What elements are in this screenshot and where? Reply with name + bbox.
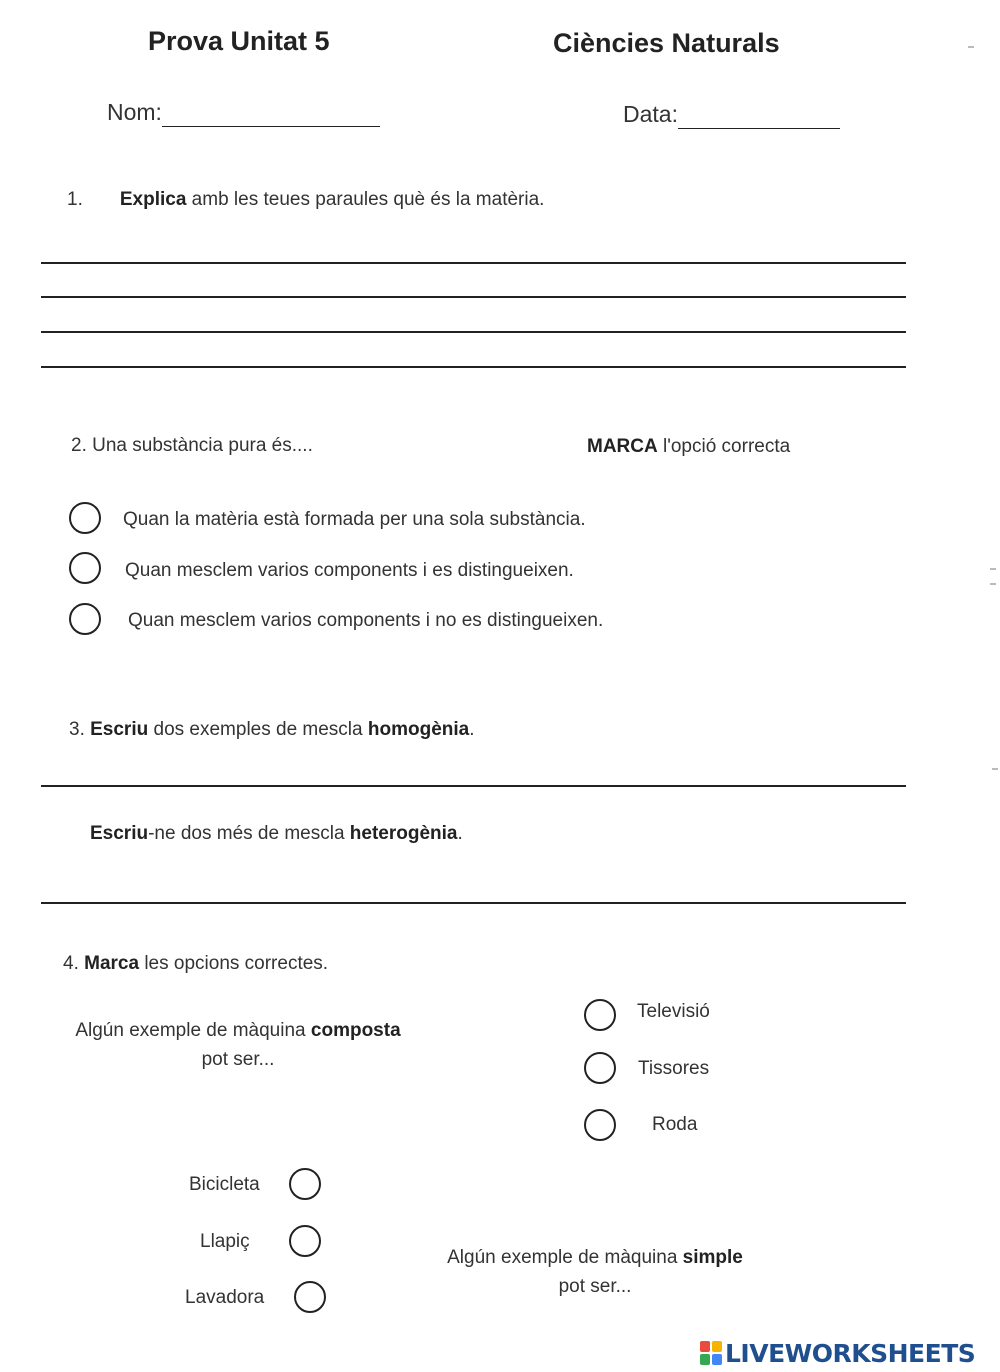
answer-line-3b[interactable] (41, 902, 906, 904)
compound-option-radio-1[interactable] (584, 999, 616, 1031)
question-3b-verb: Escriu (90, 823, 149, 844)
logo-tile-blue (712, 1354, 722, 1365)
simple-option-radio-2[interactable] (289, 1225, 321, 1257)
question-2-instruction-rest: l'opció correcta (657, 436, 791, 457)
answer-line-1d[interactable] (41, 366, 906, 368)
compound-option-radio-3[interactable] (584, 1109, 616, 1141)
logo-tile-yellow (712, 1341, 722, 1352)
question-4-text: les opcions correctes. (139, 953, 329, 974)
option-text-2: Quan mesclem varios components i es distingueixen. (125, 560, 574, 581)
question-3-verb: Escriu (90, 719, 149, 740)
question-3b-mid: -ne dos més de mescla (148, 823, 350, 844)
scan-mark (990, 568, 996, 570)
option-text-3: Quan mesclem varios components i no es distingueixen. (128, 610, 604, 631)
question-3-keyword: homogènia (367, 719, 470, 740)
question-3b-prompt (90, 823, 463, 845)
compound-end: pot ser... (201, 1049, 275, 1070)
simple-option-text-1: Bicicleta (189, 1174, 260, 1195)
option-radio-2[interactable] (69, 552, 101, 584)
compound-option-text-2: Tissores (638, 1058, 710, 1079)
question-1-verb: Explica (119, 189, 187, 210)
simple-option-radio-1[interactable] (289, 1168, 321, 1200)
scan-mark (992, 768, 998, 770)
question-1-text: amb les teues paraules què és la matèria. (186, 189, 545, 210)
compound-text: Algún exemple de màquina (75, 1020, 311, 1041)
question-4-prompt (63, 953, 328, 975)
date-input-line[interactable] (678, 101, 840, 129)
date-field-row (623, 101, 840, 129)
page-title: Prova Unitat 5 (148, 26, 330, 56)
question-1-number: 1. (67, 189, 83, 210)
option-radio-3[interactable] (69, 603, 101, 635)
question-3-end: . (469, 719, 475, 740)
question-1 (67, 189, 544, 211)
simple-keyword: simple (682, 1247, 743, 1268)
question-3b-keyword: heterogènia (349, 823, 458, 844)
scan-mark (968, 46, 974, 48)
logo-tile-red (700, 1341, 710, 1352)
simple-option-text-2: Llapiç (200, 1231, 250, 1252)
answer-line-1b[interactable] (41, 296, 906, 298)
logo-tile-green (700, 1354, 710, 1365)
question-2-instruction (587, 436, 790, 458)
compound-option-radio-2[interactable] (584, 1052, 616, 1084)
compound-option-text-3: Roda (652, 1114, 698, 1135)
simple-option-text-3: Lavadora (185, 1287, 265, 1308)
question-3-mid: dos exemples de mescla (148, 719, 368, 740)
compound-keyword: composta (310, 1020, 401, 1041)
simple-text: Algún exemple de màquina (447, 1247, 683, 1268)
answer-line-1c[interactable] (41, 331, 906, 333)
option-radio-1[interactable] (69, 502, 101, 534)
simple-machine-question (425, 1243, 765, 1301)
answer-line-1a[interactable] (41, 262, 906, 264)
answer-line-3a[interactable] (41, 785, 906, 787)
question-3-number: 3. (69, 719, 91, 740)
subject-title: Ciències Naturals (553, 28, 780, 58)
liveworksheets-logo (700, 1338, 975, 1368)
question-3-prompt (69, 719, 475, 741)
date-label: Data: (623, 101, 678, 127)
liveworksheets-wordmark: LIVEWORKSHEETS (725, 1338, 976, 1368)
compound-option-text-1: Televisió (637, 1001, 710, 1022)
question-2-prompt: 2. Una substància pura és.... (71, 435, 313, 456)
question-4-verb: Marca (84, 953, 140, 974)
name-label: Nom: (107, 99, 162, 125)
option-text-1: Quan la matèria està formada per una sola substància. (123, 509, 586, 530)
name-field-row (107, 99, 380, 127)
simple-end: pot ser... (558, 1276, 632, 1297)
question-2-instruction-bold: MARCA (587, 436, 658, 457)
simple-option-radio-3[interactable] (294, 1281, 326, 1313)
liveworksheets-logo-icon (700, 1341, 722, 1365)
name-input-line[interactable] (162, 99, 380, 127)
compound-machine-question (57, 1016, 419, 1074)
scan-mark (990, 583, 996, 585)
question-3b-end: . (457, 823, 463, 844)
question-4-number: 4. (63, 953, 85, 974)
